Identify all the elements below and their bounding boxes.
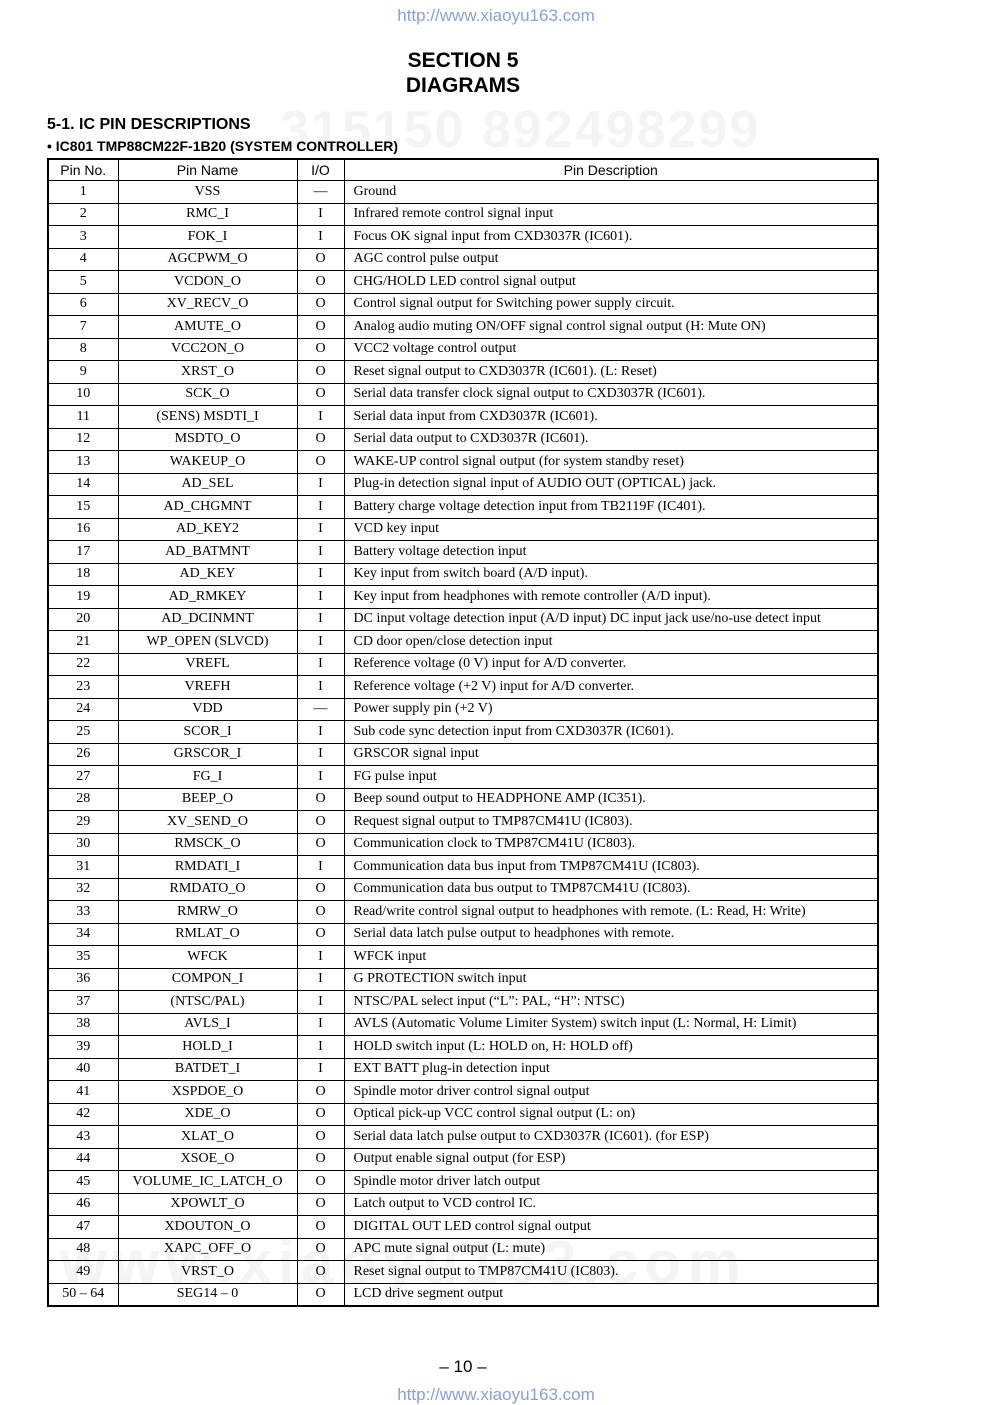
table-row [48,856,878,879]
pin-description-cell: EXT BATT plug-in detection input [344,1058,878,1081]
pin-description-cell: Focus OK signal input from CXD3037R (IC601). [344,226,878,249]
pin-description-cell: Control signal output for Switching power supply circuit. [344,293,878,316]
table-row [48,293,878,316]
pin-description-cell: Communication clock to TMP87CM41U (IC803). [344,833,878,856]
pin-name-cell: VCDON_O [118,271,297,294]
column-header-pin-description: Pin Description [344,159,878,181]
table-row [48,541,878,564]
io-cell: I [297,653,344,676]
table-row [48,901,878,924]
table-row [48,383,878,406]
pin-name-cell: XSPDOE_O [118,1081,297,1104]
table-row [48,1261,878,1284]
pin-no-cell: 14 [48,473,118,496]
io-cell: O [297,923,344,946]
pin-name-cell: RMSCK_O [118,833,297,856]
pin-name-cell: VDD [118,698,297,721]
pin-description-cell: Reference voltage (0 V) input for A/D converter. [344,653,878,676]
pin-description-cell: Battery charge voltage detection input from TB2119F (IC401). [344,496,878,519]
table-row [48,361,878,384]
io-cell: I [297,856,344,879]
pin-name-cell: RMRW_O [118,901,297,924]
table-row [48,1283,878,1306]
pin-no-cell: 35 [48,946,118,969]
table-row [48,1013,878,1036]
io-cell: O [297,1103,344,1126]
io-cell: I [297,541,344,564]
io-cell: O [297,316,344,339]
pin-no-cell: 42 [48,1103,118,1126]
column-header-pin-no: Pin No. [48,159,118,181]
pin-description-cell: HOLD switch input (L: HOLD on, H: HOLD off) [344,1036,878,1059]
table-row [48,316,878,339]
io-cell: O [297,878,344,901]
pin-no-cell: 25 [48,721,118,744]
heading-ic-pin-descriptions: 5-1. IC PIN DESCRIPTIONS [47,116,251,133]
pin-name-cell: (NTSC/PAL) [118,991,297,1014]
io-cell: I [297,608,344,631]
table-row [48,811,878,834]
table-row [48,833,878,856]
table-row [48,1216,878,1239]
pin-no-cell: 45 [48,1171,118,1194]
pin-no-cell: 7 [48,316,118,339]
pin-description-cell: VCD key input [344,518,878,541]
io-cell: O [297,383,344,406]
pin-description-cell: Communication data bus input from TMP87CM41U (IC803). [344,856,878,879]
pin-no-cell: 37 [48,991,118,1014]
io-cell: I [297,473,344,496]
pin-name-cell: XSOE_O [118,1148,297,1171]
pin-name-cell: GRSCOR_I [118,743,297,766]
section-subtitle: DIAGRAMS [405,74,521,97]
pin-no-cell: 48 [48,1238,118,1261]
io-cell: O [297,1283,344,1306]
pin-no-cell: 3 [48,226,118,249]
io-cell: I [297,518,344,541]
pin-description-cell: Output enable signal output (for ESP) [344,1148,878,1171]
pin-no-cell: 20 [48,608,118,631]
pin-no-cell: 12 [48,428,118,451]
table-row [48,608,878,631]
pin-description-cell: Spindle motor driver control signal output [344,1081,878,1104]
table-row [48,518,878,541]
io-cell: O [297,451,344,474]
io-cell: — [297,698,344,721]
pin-description-cell: WAKE-UP control signal output (for system standby reset) [344,451,878,474]
pin-no-cell: 19 [48,586,118,609]
pin-description-cell: Analog audio muting ON/OFF signal control signal output (H: Mute ON) [344,316,878,339]
table-row [48,586,878,609]
pin-description-cell: WFCK input [344,946,878,969]
pin-description-cell: Reset signal output to TMP87CM41U (IC803). [344,1261,878,1284]
table-row [48,991,878,1014]
table-row [48,226,878,249]
io-cell: I [297,743,344,766]
pin-name-cell: AD_BATMNT [118,541,297,564]
pin-name-cell: VCC2ON_O [118,338,297,361]
page-number: – 10 – [439,1357,487,1376]
io-cell: I [297,203,344,226]
pin-description-cell: NTSC/PAL select input (“L”: PAL, “H”: NTSC) [344,991,878,1014]
pin-description-cell: APC mute signal output (L: mute) [344,1238,878,1261]
pin-name-cell: FG_I [118,766,297,789]
io-cell: I [297,676,344,699]
column-header-pin-name: Pin Name [118,159,297,181]
table-row [48,563,878,586]
table-header-row [48,159,878,181]
pin-no-cell: 49 [48,1261,118,1284]
pin-description-cell: Beep sound output to HEADPHONE AMP (IC351). [344,788,878,811]
pin-name-cell: RMLAT_O [118,923,297,946]
io-cell: O [297,1081,344,1104]
pin-description-cell: Plug-in detection signal input of AUDIO OUT (OPTICAL) jack. [344,473,878,496]
pin-name-cell: BEEP_O [118,788,297,811]
table-row [48,721,878,744]
pin-no-cell: 2 [48,203,118,226]
io-cell: O [297,271,344,294]
pin-no-cell: 1 [48,181,118,204]
pin-name-cell: XDE_O [118,1103,297,1126]
pin-description-cell: DC input voltage detection input (A/D input) DC input jack use/no-use detect input [344,608,878,631]
pin-description-cell: Ground [344,181,878,204]
pin-no-cell: 18 [48,563,118,586]
io-cell: I [297,1013,344,1036]
source-url-top[interactable]: http://www.xiaoyu163.com [397,6,595,25]
pin-name-cell: XAPC_OFF_O [118,1238,297,1261]
pin-no-cell: 22 [48,653,118,676]
pin-description-cell: Read/write control signal output to headphones with remote. (L: Read, H: Write) [344,901,878,924]
table-row [48,788,878,811]
table-row [48,248,878,271]
pin-description-cell: GRSCOR signal input [344,743,878,766]
pin-no-cell: 30 [48,833,118,856]
pin-name-cell: SCOR_I [118,721,297,744]
pin-no-cell: 39 [48,1036,118,1059]
pin-name-cell: WFCK [118,946,297,969]
table-row [48,1193,878,1216]
pin-no-cell: 23 [48,676,118,699]
pin-description-cell: Infrared remote control signal input [344,203,878,226]
pin-name-cell: AVLS_I [118,1013,297,1036]
table-row [48,878,878,901]
pin-no-cell: 41 [48,1081,118,1104]
io-cell: I [297,406,344,429]
table-row [48,1058,878,1081]
table-row [48,271,878,294]
table-row [48,338,878,361]
pin-no-cell: 34 [48,923,118,946]
table-row [48,406,878,429]
io-cell: I [297,991,344,1014]
pin-description-cell: Serial data transfer clock signal output to CXD3037R (IC601). [344,383,878,406]
pin-name-cell: RMDATO_O [118,878,297,901]
pin-name-cell: WAKEUP_O [118,451,297,474]
io-cell: I [297,1036,344,1059]
heading-ic801: • IC801 TMP88CM22F-1B20 (SYSTEM CONTROLLER) [47,138,399,154]
io-cell: O [297,833,344,856]
table-row [48,428,878,451]
pin-no-cell: 33 [48,901,118,924]
pin-no-cell: 13 [48,451,118,474]
io-cell: O [297,1148,344,1171]
table-row [48,968,878,991]
pin-name-cell: SEG14 – 0 [118,1283,297,1306]
pin-name-cell: XV_SEND_O [118,811,297,834]
table-row [48,1148,878,1171]
pin-description-cell: Key input from switch board (A/D input). [344,563,878,586]
pin-no-cell: 40 [48,1058,118,1081]
io-cell: — [297,181,344,204]
pin-description-cell: Key input from headphones with remote controller (A/D input). [344,586,878,609]
table-row [48,1171,878,1194]
pin-name-cell: RMC_I [118,203,297,226]
pin-description-cell: AVLS (Automatic Volume Limiter System) switch input (L: Normal, H: Limit) [344,1013,878,1036]
pin-no-cell: 38 [48,1013,118,1036]
io-cell: I [297,586,344,609]
pin-description-cell: Serial data output to CXD3037R (IC601). [344,428,878,451]
io-cell: I [297,631,344,654]
pin-name-cell: AMUTE_O [118,316,297,339]
pin-no-cell: 8 [48,338,118,361]
pin-no-cell: 31 [48,856,118,879]
pin-no-cell: 36 [48,968,118,991]
table-row [48,181,878,204]
io-cell: I [297,563,344,586]
pin-name-cell: WP_OPEN (SLVCD) [118,631,297,654]
pin-description-cell: Reset signal output to CXD3037R (IC601). (L: Reset) [344,361,878,384]
io-cell: O [297,1126,344,1149]
table-row [48,1103,878,1126]
pin-description-cell: FG pulse input [344,766,878,789]
pin-name-cell: XDOUTON_O [118,1216,297,1239]
pin-name-cell: HOLD_I [118,1036,297,1059]
pin-no-cell: 26 [48,743,118,766]
pin-name-cell: AGCPWM_O [118,248,297,271]
io-cell: I [297,1058,344,1081]
io-cell: I [297,496,344,519]
io-cell: I [297,226,344,249]
io-cell: O [297,1193,344,1216]
pin-description-cell: Serial data input from CXD3037R (IC601). [344,406,878,429]
pin-name-cell: VRST_O [118,1261,297,1284]
pin-no-cell: 24 [48,698,118,721]
table-row [48,631,878,654]
pin-description-cell: G PROTECTION switch input [344,968,878,991]
pin-no-cell: 17 [48,541,118,564]
table-row [48,203,878,226]
pin-description-cell: Communication data bus output to TMP87CM41U (IC803). [344,878,878,901]
pin-name-cell: VREFL [118,653,297,676]
pin-description-cell: CHG/HOLD LED control signal output [344,271,878,294]
pin-description-cell: Serial data latch pulse output to CXD3037R (IC601). (for ESP) [344,1126,878,1149]
pin-description-cell: Reference voltage (+2 V) input for A/D converter. [344,676,878,699]
pin-no-cell: 4 [48,248,118,271]
table-row [48,496,878,519]
pin-description-cell: LCD drive segment output [344,1283,878,1306]
pin-no-cell: 28 [48,788,118,811]
pin-name-cell: XRST_O [118,361,297,384]
table-row [48,946,878,969]
pin-name-cell: RMDATI_I [118,856,297,879]
pin-no-cell: 50 – 64 [48,1283,118,1306]
pin-name-cell: AD_SEL [118,473,297,496]
pin-name-cell: FOK_I [118,226,297,249]
source-url-bottom[interactable]: http://www.xiaoyu163.com [397,1385,595,1404]
table-row [48,473,878,496]
table-row [48,698,878,721]
table-row [48,1036,878,1059]
pin-no-cell: 16 [48,518,118,541]
pin-no-cell: 27 [48,766,118,789]
pin-name-cell: MSDTO_O [118,428,297,451]
pin-description-cell: Spindle motor driver latch output [344,1171,878,1194]
pin-name-cell: AD_RMKEY [118,586,297,609]
pin-name-cell: VREFH [118,676,297,699]
section-header [0,48,926,98]
io-cell: O [297,1261,344,1284]
table-row [48,653,878,676]
column-header-io: I/O [297,159,344,181]
pin-name-cell: AD_DCINMNT [118,608,297,631]
pin-description-table [47,158,879,1307]
pin-no-cell: 43 [48,1126,118,1149]
io-cell: O [297,1238,344,1261]
pin-description-cell: Optical pick-up VCC control signal output (L: on) [344,1103,878,1126]
table-row [48,923,878,946]
pin-no-cell: 11 [48,406,118,429]
table-row [48,1126,878,1149]
pin-name-cell: BATDET_I [118,1058,297,1081]
pin-no-cell: 47 [48,1216,118,1239]
pin-name-cell: XLAT_O [118,1126,297,1149]
pin-description-cell: Latch output to VCD control IC. [344,1193,878,1216]
io-cell: O [297,1216,344,1239]
pin-no-cell: 10 [48,383,118,406]
pin-name-cell: (SENS) MSDTI_I [118,406,297,429]
pin-name-cell: COMPON_I [118,968,297,991]
pin-name-cell: VSS [118,181,297,204]
pin-no-cell: 9 [48,361,118,384]
io-cell: O [297,788,344,811]
table-row [48,451,878,474]
pin-no-cell: 46 [48,1193,118,1216]
pin-name-cell: AD_KEY2 [118,518,297,541]
pin-name-cell: SCK_O [118,383,297,406]
pin-description-cell: CD door open/close detection input [344,631,878,654]
pin-description-cell: Battery voltage detection input [344,541,878,564]
io-cell: I [297,946,344,969]
pin-description-cell: DIGITAL OUT LED control signal output [344,1216,878,1239]
pin-no-cell: 21 [48,631,118,654]
pin-no-cell: 15 [48,496,118,519]
pin-description-cell: VCC2 voltage control output [344,338,878,361]
pin-no-cell: 32 [48,878,118,901]
pin-no-cell: 5 [48,271,118,294]
pin-description-cell: AGC control pulse output [344,248,878,271]
pin-no-cell: 29 [48,811,118,834]
table-row [48,1238,878,1261]
pin-no-cell: 6 [48,293,118,316]
io-cell: O [297,901,344,924]
pin-name-cell: XV_RECV_O [118,293,297,316]
table-row [48,1081,878,1104]
io-cell: O [297,248,344,271]
io-cell: O [297,338,344,361]
io-cell: O [297,361,344,384]
pin-name-cell: VOLUME_IC_LATCH_O [118,1171,297,1194]
io-cell: I [297,968,344,991]
pin-description-cell: Sub code sync detection input from CXD3037R (IC601). [344,721,878,744]
io-cell: O [297,811,344,834]
io-cell: I [297,721,344,744]
pin-name-cell: AD_CHGMNT [118,496,297,519]
io-cell: O [297,428,344,451]
pin-name-cell: XPOWLT_O [118,1193,297,1216]
pin-description-cell: Serial data latch pulse output to headphones with remote. [344,923,878,946]
pin-no-cell: 44 [48,1148,118,1171]
table-row [48,743,878,766]
pin-description-cell: Power supply pin (+2 V) [344,698,878,721]
io-cell: O [297,293,344,316]
pin-description-cell: Request signal output to TMP87CM41U (IC803). [344,811,878,834]
table-row [48,766,878,789]
pin-name-cell: AD_KEY [118,563,297,586]
section-title: SECTION 5 [407,49,519,72]
io-cell: O [297,1171,344,1194]
table-row [48,676,878,699]
io-cell: I [297,766,344,789]
